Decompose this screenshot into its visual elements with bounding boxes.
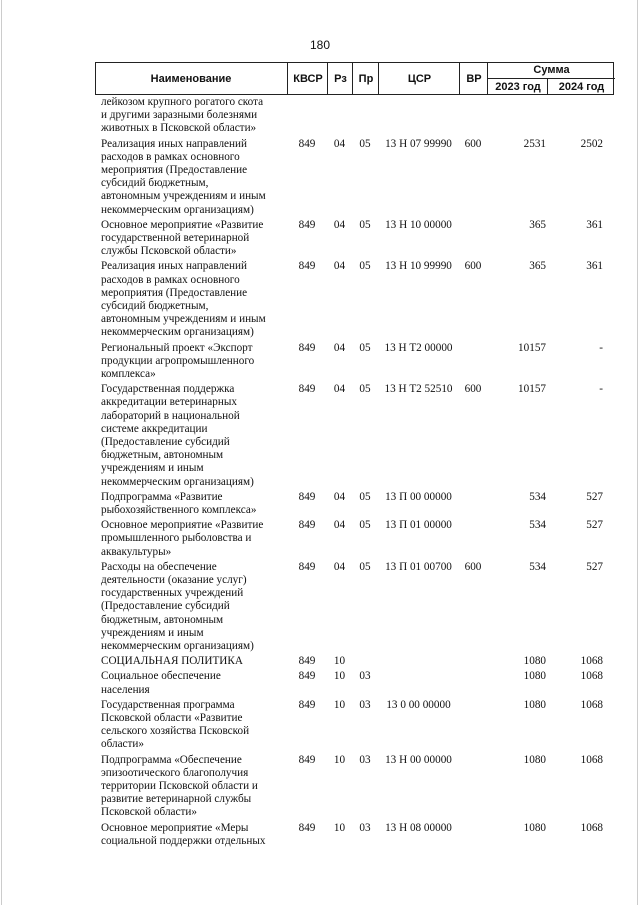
row-rz: 04 [333,137,346,150]
row-kvsr: 849 [298,218,316,231]
row-kvsr: 849 [298,560,316,573]
row-pr: 05 [359,383,371,396]
header-pr: Пр [352,62,379,95]
table-row [0,491,640,519]
row-kvsr: 849 [298,383,316,396]
row-sum-2024: 1068 [580,821,603,834]
row-sum-2023: 534 [529,560,546,573]
row-vr: 600 [464,560,482,573]
header-rz: Рз [327,62,353,95]
row-csr: 13 П 01 00700 [385,560,452,573]
row-sum-2023: 534 [529,490,546,503]
row-sum-2023: 365 [529,218,546,231]
row-kvsr: 849 [298,821,316,834]
row-pr: 05 [359,137,371,150]
row-kvsr: 849 [298,655,316,668]
table-row [0,342,640,384]
row-kvsr: 849 [298,490,316,503]
row-kvsr: 849 [298,670,316,683]
row-pr: 05 [359,519,371,532]
row-rz: 10 [333,698,346,711]
table-row [0,822,640,850]
row-kvsr: 849 [298,519,316,532]
row-name: Основное мероприятие «Развитие государственной ветеринарной службы Псковской области» [101,218,264,258]
row-name: Государственная программа Псковской области «Развитие сельского хозяйства Псковской области» [101,698,250,751]
row-sum-2024: 527 [586,560,603,573]
row-rz: 04 [333,560,346,573]
row-sum-2024: 527 [586,519,603,532]
row-name: Подпрограмма «Обеспечение эпизоотического благополучия территории Псковской области и развитие ветеринарной службы Псковской области» [101,753,258,819]
row-csr: 13 П 00 00000 [385,490,452,503]
row-sum-2024: 361 [586,260,603,273]
row-pr: 03 [359,670,371,683]
row-sum-2023: 1080 [523,753,546,766]
row-csr: 13 Н 08 00000 [385,821,452,834]
row-sum-2024: 2502 [580,137,603,150]
table-row [0,219,640,261]
row-vr: 600 [464,260,482,273]
row-name: Подпрограмма «Развитие рыбохозяйственного комплекса» [101,490,257,516]
row-name: лейкозом крупного рогатого скота и другими заразными болезнями животных в Псковской области» [101,96,264,135]
table-row [0,138,640,219]
page-number: 180 [309,38,331,52]
row-kvsr: 849 [298,260,316,273]
row-rz: 10 [333,753,346,766]
row-pr: 05 [359,490,371,503]
header-year-2024: 2024 год [547,78,615,95]
row-name: СОЦИАЛЬНАЯ ПОЛИТИКА [101,655,243,668]
row-name: Основное мероприятие «Развитие промышленного рыболовства и аквакультуры» [101,519,264,558]
table-row [0,655,640,670]
table-row [0,561,640,655]
row-kvsr: 849 [298,753,316,766]
row-vr: 600 [464,383,482,396]
row-csr: 13 Н 07 99990 [385,137,452,150]
row-pr: 05 [359,341,371,354]
row-pr: 03 [359,821,371,834]
table-row [0,383,640,491]
row-sum-2024: 1068 [580,698,603,711]
row-csr: 13 Н Т2 52510 [384,383,453,396]
table-row [0,670,640,698]
header-year-2023: 2023 год [487,78,548,95]
row-sum-2023: 10157 [518,341,546,354]
table-row [0,699,640,754]
table-row [0,754,640,822]
row-kvsr: 849 [298,137,316,150]
table-row [0,260,640,341]
row-rz: 04 [333,218,346,231]
header-kvsr: КВСР [287,62,328,95]
row-sum-2023: 1080 [523,655,546,668]
table-header [95,62,614,95]
row-csr: 13 Н Т2 00000 [384,341,453,354]
row-sum-2024: 1068 [580,753,603,766]
row-sum-2023: 1080 [523,670,546,683]
row-name: Региональный проект «Экспорт продукции агропромышленного комплекса» [101,341,255,380]
row-name: Реализация иных направлений расходов в рамках основного мероприятия (Предоставление субсидий бюджетным, автономным учреждениям и иным некоммерческим организациям) [101,137,266,216]
row-csr: 13 Н 10 00000 [385,218,452,231]
row-sum-2024: - [599,341,603,354]
row-pr: 05 [359,260,371,273]
row-pr: 05 [359,218,371,231]
table-row [0,519,640,561]
table-body [0,96,640,850]
row-pr: 03 [359,753,371,766]
row-rz: 04 [333,260,346,273]
row-sum-2024: 1068 [580,670,603,683]
row-sum-2023: 1080 [523,698,546,711]
header-vr: ВР [459,62,488,95]
row-sum-2024: 1068 [580,655,603,668]
row-rz: 10 [333,670,346,683]
row-rz: 04 [333,490,346,503]
table-row [0,96,640,138]
row-sum-2023: 10157 [518,383,546,396]
row-vr: 600 [464,137,482,150]
row-pr: 05 [359,560,371,573]
row-sum-2024: 527 [586,490,603,503]
row-sum-2023: 365 [529,260,546,273]
row-csr: 13 Н 10 99990 [385,260,452,273]
row-csr: 13 П 01 00000 [385,519,452,532]
row-sum-2023: 1080 [523,821,546,834]
row-name: Расходы на обеспечение деятельности (оказание услуг) государственных учреждений (Предоставление субсидий бюджетным, автономным учреждениям и иным некоммерческим организациям) [101,560,254,652]
row-rz: 04 [333,341,346,354]
header-sum: Сумма [487,62,615,79]
row-name: Государственная поддержка аккредитации ветеринарных лабораторий в национальной системе аккредитации (Предоставление субсидий бюджетным, автономным учреждениям и иным некоммерческим организациям) [101,383,254,488]
row-rz: 04 [333,383,346,396]
row-sum-2024: 361 [586,218,603,231]
row-rz: 04 [333,519,346,532]
row-csr: 13 Н 00 00000 [385,753,452,766]
header-csr: ЦСР [378,62,460,95]
row-pr: 03 [359,698,371,711]
row-rz: 10 [333,821,346,834]
row-sum-2023: 2531 [523,137,546,150]
row-sum-2023: 534 [529,519,546,532]
row-name: Реализация иных направлений расходов в рамках основного мероприятия (Предоставление субсидий бюджетным, автономным учреждениям и иным некоммерческим организациям) [101,260,266,339]
row-csr: 13 0 00 00000 [386,698,451,711]
row-kvsr: 849 [298,698,316,711]
row-name: Основное мероприятие «Меры социальной поддержки отдельных [101,821,266,847]
row-kvsr: 849 [298,341,316,354]
header-name: Наименование [150,72,232,85]
row-name: Социальное обеспечение населения [101,670,221,696]
row-sum-2024: - [599,383,603,396]
row-rz: 10 [333,655,346,668]
